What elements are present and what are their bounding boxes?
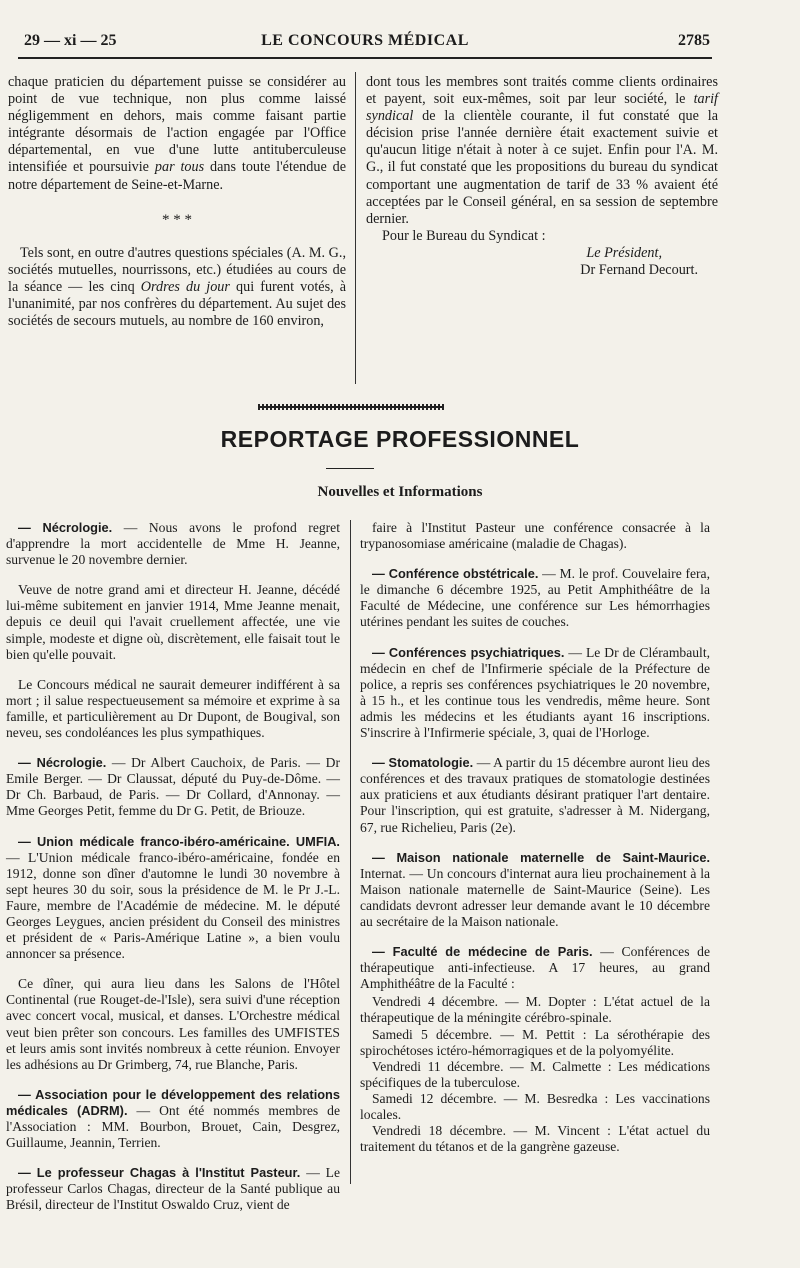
signature-name: Dr Fernand Decourt. <box>580 262 698 279</box>
ornamental-rule <box>258 404 444 410</box>
issue-date: 29 — xi — 25 <box>24 32 117 49</box>
item-text: — Conférences de thérapeutique anti-infectieuse. A 17 heures, au grand Amphithéâtre de la Faculté : <box>360 944 710 992</box>
paragraph: Tels sont, en outre d'autres questions spéciales (A. M. G., sociétés mutuelles, nourrissons, etc.) étudiées au cours de la séance — les cinq Ordres du jour qui furent votés, à l'unanimité, par nos confrères du département. Au sujet des sociétés de secours mutuels, au nombre de 160 environ, <box>8 244 347 330</box>
news-item <box>6 1087 340 1151</box>
paragraph: chaque praticien du département puisse se considérer au point de vue technique, non plus comme laissé négligemment en dehors, mais comme faisant partie intégrante désormais de l'action engagée par l'Office départemental, en vue d'une lutte antituberculeuse intensifiée et poursuivie par tous dans toute l'étendue de notre département de Seine-et-Marne. <box>8 74 347 193</box>
item-keyword: — Stomatologie. <box>372 755 474 771</box>
item-text: — M. le prof. Couvelaire fera, le dimanche 6 décembre 1925, au Petit Amphithéâtre de la Faculté de Médecine, une conférence sur Les hémorrhagies utérines pendant les suites de couches. <box>360 566 710 630</box>
news-left-column <box>6 520 340 1227</box>
item-text: Veuve de notre grand ami et directeur H. Jeanne, décédé lui-même subitement en janvier 1914, Mme Jeanne menait, depuis ce deuil qui l'avait cruellement affectée, une vie simple, modeste et digne où, discrètement, elle faisait tout le bien qu'elle pouvait. <box>6 582 340 662</box>
news-item <box>6 582 340 662</box>
schedule-entry: Samedi 12 décembre. — M. Besredka : Les vaccinations locales. <box>360 1090 710 1122</box>
news-item <box>6 677 340 741</box>
column-divider <box>350 520 351 1184</box>
schedule-entry: Vendredi 18 décembre. — M. Vincent : L'état actuel du traitement du tétanos et de la gangrène gazeuse. <box>360 1123 710 1155</box>
section-title: REPORTAGE PROFESSIONNEL <box>220 426 580 452</box>
title-rule <box>326 468 374 469</box>
item-keyword: — Le professeur Chagas à l'Institut Pasteur. <box>18 1165 301 1181</box>
header-rule <box>18 57 712 59</box>
subsection-title: Nouvelles et Informations <box>317 484 483 500</box>
signature-intro: Pour le Bureau du Syndicat : <box>382 227 546 244</box>
news-item <box>6 1165 340 1213</box>
item-keyword: — Conférence obstétricale. <box>372 566 539 582</box>
paragraph: dont tous les membres sont traités comme clients ordinaires et payent, soit eux-mêmes, soit par leur société, le tarif syndical de la clientèle courante, il fut constaté que la décision prise l'année dernière était exactement suivie et qu'aucun litige n'était à noter à ce sujet. Enfin pour l'A. M. G., il fut constaté que les propositions du bureau du syndicat comportant une augmentation de tarif de 33 % avaient été acceptées par le Conseil général, en sa session de septembre dernier. <box>366 74 719 227</box>
page-number: 2785 <box>678 32 710 49</box>
item-text: — Nous avons le profond regret d'apprendre la mort accidentelle de Mme H. Jeanne, survenue le 20 novembre dernier. <box>6 520 340 568</box>
column-divider <box>355 72 356 384</box>
news-item <box>6 976 340 1073</box>
signature-title: Le Président, <box>586 244 662 261</box>
item-keyword: — Nécrologie. <box>18 520 113 535</box>
item-text: Ce dîner, qui aura lieu dans les Salons de l'Hôtel Continental (rue Rouget-de-l'Isle), sera suivi d'une réception avec concert vocal, musical, et danses. L'Orchestre médical veut bien prêter son concours. Les familles des UMFISTES et leurs amis sont invités nombreux à cette réunion. Envoyer les adhésions au Dr Grimberg, 74, rue Blanche, Paris. <box>6 976 340 1072</box>
item-text: faire à l'Institut Pasteur une conférence consacrée à la trypanosomiase américaine (maladie de Chagas). <box>360 520 710 552</box>
news-item <box>6 520 340 568</box>
news-item <box>6 834 340 963</box>
top-left-column <box>8 74 346 330</box>
news-item <box>6 755 340 819</box>
journal-title: LE CONCOURS MÉDICAL <box>261 32 469 49</box>
item-text: — Le Dr de Clérambault, médecin en chef de l'Infirmerie spéciale de la Préfecture de police, a repris ses conférences psychiatriques le 20 novembre, à 15 h., et les continue tous les vendredis, même heure. Sont admis les médecins et les étudiants ayant 16 inscriptions. S'inscrire à l'Infirmerie spéciale, 3, quai de l'Horloge. <box>360 644 710 741</box>
lecture-schedule <box>360 994 710 1155</box>
item-text: — Le professeur Carlos Chagas, directeur de la Santé publique au Brésil, directeur de l'Institut Oswaldo Cruz, vient de <box>6 1165 340 1213</box>
item-keyword: — Nécrologie. <box>18 755 107 771</box>
news-item <box>360 944 710 992</box>
news-right-column <box>360 520 710 1155</box>
schedule-entry: Vendredi 11 décembre. — M. Calmette : Les médications spécifiques de la tuberculose. <box>360 1058 710 1090</box>
news-item <box>360 755 710 835</box>
news-item <box>360 520 710 552</box>
item-keyword: — Conférences psychiatriques. <box>372 644 565 660</box>
item-keyword: — Union médicale franco-ibéro-américaine. UMFIA. <box>18 833 340 849</box>
news-item <box>360 850 710 930</box>
top-right-column <box>366 74 718 279</box>
item-keyword: — Association pour le développement des relations médicales (ADRM). <box>6 1086 340 1118</box>
item-text: Le Concours médical ne saurait demeurer indifférent à sa mort ; il salue respectueusement sa mémoire et exprime à sa famille, et particulièrement au Dr Dupont, de Bougival, son neveu, ses condoléances les plus sympathiques. <box>6 676 340 741</box>
item-keyword: — Faculté de médecine de Paris. <box>372 944 593 960</box>
page-header <box>20 32 710 60</box>
item-text: — L'Union médicale franco-ibéro-américaine, fondée en 1912, donne son dîner d'automne le lundi 30 novembre à sept heures 30 du soir, sous la présidence de M. le Pr J.-L. Faure, membre de l'Académie de médecine. M. le député Georges Leygues, ancien président du Conseil des ministres et président de « Paris-Amérique Latine », a bien voulu annoncer sa présence. <box>6 849 340 962</box>
item-keyword: — Maison nationale maternelle de Saint-Maurice. <box>372 849 710 865</box>
item-text: — A partir du 15 décembre auront lieu des conférences et des travaux pratiques de stomatologie destinées aux praticiens et aux étudiants désirant pratiquer l'art dentaire. Pour l'inscription, qui est gratuite, s'adresser à M. Nidergang, 67, rue Richelieu, Paris (2e). <box>360 755 710 835</box>
item-text: Internat. — Un concours d'internat aura lieu prochainement à la Maison nationale maternelle de Saint-Maurice (Seine). Les candidats devront adresser leur demande avant le 10 décembre au secrétaire de la Maison nationale. <box>360 865 710 929</box>
asterism: * * * <box>162 211 192 228</box>
item-text: — Dr Albert Cauchoix, de Paris. — Dr Emile Berger. — Dr Claussat, député du Puy-de-Dôme. — Dr Ch. Barbaud, de Paris. — Dr Collard, d'Annonay. — Mme Georges Petit, femme du Dr G. Petit, de Briouze. <box>6 755 340 819</box>
news-item <box>360 645 710 742</box>
news-item <box>360 566 710 630</box>
schedule-entry: Samedi 5 décembre. — M. Pettit : La sérothérapie des spirochétoses ictéro-hémorragiques et de la polyomyélite. <box>360 1026 710 1058</box>
schedule-entry: Vendredi 4 décembre. — M. Dopter : L'état actuel de la thérapeutique de la méningite cérébro-spinale. <box>360 994 710 1026</box>
item-text: — Ont été nommés membres de l'Association : MM. Bourbon, Brouet, Cain, Desgrez, Guillaume, Jeannin, Terrien. <box>6 1102 340 1151</box>
